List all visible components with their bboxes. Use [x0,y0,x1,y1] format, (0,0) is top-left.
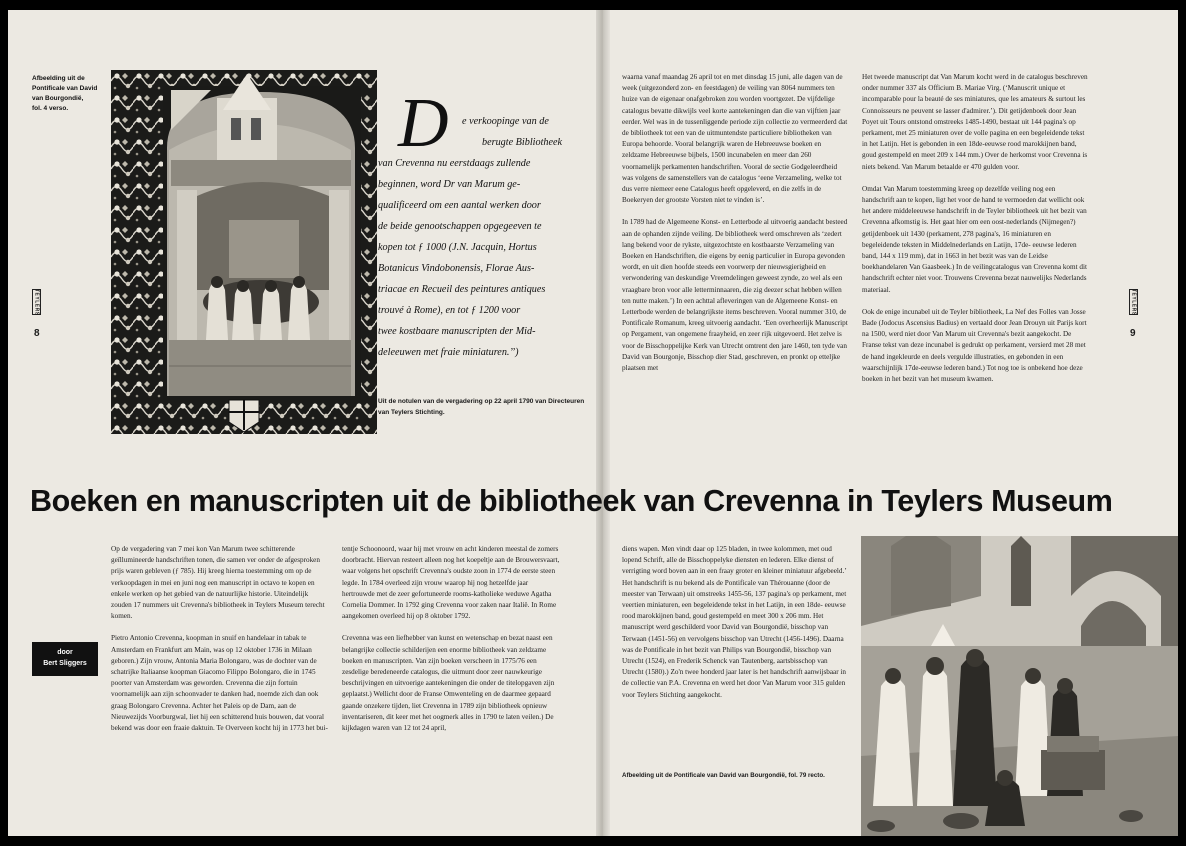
page-number: 9 [1130,328,1136,339]
side-caption-line: Pontificale van David [32,85,98,92]
quote-line: kopen tot ƒ 1000 (J.N. Jacquin, Hortus [378,242,537,253]
text-column [111,544,329,745]
author-byline [32,642,98,676]
miniature-illustration [861,536,1178,836]
paragraph: diens wapen. Men vindt daar op 125 bladen, in twee kolommen, met oud lopend Schrift, alle de Bisschoppelyke diensten en lederen. Elke dienst of verrigting word boven aan in een fraay groter en kleiner miniatuur afgebeeld.’ Het handschrift is nu bekend als de Pontificale van Thérouanne (door de meester van Terwaan) uit omstreeks 1455-56, 137 pagina's op perkament, met veertien miniaturen, een begeleidende tekst in het Latijn, in een 18de- eeuwse rood marokkijnen band, goud gestempeld en meet 300 x 206 mm. Het manuscript werd geschilderd voor David van Bourgondië, bisschop van Terwaan (1451-56) en vervolgens bisschop van Utrecht (1456-1496). Daarna was de Pontificale in het bezit van Philips van Bourgondië, bisschop van Utrecht (1524), en Frederik Schenck van Tautenberg, aartsbisschop van Utrecht (1580).) Zo'n twee honderd jaar later is het handschrift aanwijsbaar in de collectie van P.A. Crevenna en werd het door Van Marum voor 315 gulden voor Teylers Stichting aangekocht. [622,545,847,699]
side-caption-line: van Bourgondië, [32,95,84,102]
text-column [862,72,1088,396]
figure-caption: Afbeelding uit de Pontificale van David van Bourgondië, fol. 79 recto. [622,772,825,779]
side-caption-line: fol. 4 verso. [32,105,69,112]
text-column [342,544,562,745]
paragraph: Pietro Antonio Crevenna, koopman in snuif en handelaar in tabak te Amsterdam en Frankfurt am Main, was op 12 oktober 1736 in Milaan geboren.) Zijn vrouw, Antonia Maria Bolongaro, was de dochter van de schatrijke Italiaanse koopman Giacomo Filippo Bolongaro, die in 1745 poorter van Amsterdam was geworden. Crevenna die zijn fortuin voornamelijk aan zijn schoonvader te danken had, noemde zich dan ook graag Bolongaro Crevenna. Achter het Paleis op de Dam, aan de Nieuwezijds Voorburgwal, liet hij een schitterend huis bouwen, dat vooral bekend was door een fraaie daktuin. Te Overveen kocht hij in 1773 het bui- [111,634,328,733]
quote-line: qualificeerd om een aantal werken door [378,200,541,211]
manuscript-illustration [111,70,377,434]
magazine-spread [8,10,1178,836]
miniature-drawing [861,536,1178,836]
quote-line: e verkoopinge van de [462,116,549,127]
quote-line: de beide genootschappen opgegeeven te [378,221,542,232]
paragraph: Omdat Van Marum toestemming kreeg op dezelfde veiling nog een handschrift aan te kopen, ligt het voor de hand te vermoeden dat wellicht ook het andere middeleeuwse handschrift in de Teyler bibliotheek uit het bezit van Crevenna afkomstig is. Het gaat hier om een oost-nederlands (Nijmegen?) getijdenboek uit 1430 (perkament, 278 pagina's, 16 miniaturen en begeleidende teksten in Middelnederlands en Latijn, 17de- eeuwse lederen band, 144 x 119 mm), dat in 1663 in het bezit was van de Leidse boekhandelaren Van Gaasbeek.) In de veilingcatalogus van Crevenna komt dit handschrift echter niet voor. Trouwens Crevenna bezat nauwelijks Nederlands materiaal. [862,184,1087,294]
quote-line: deleeuwen met fraie miniaturen.’’) [378,347,519,358]
paragraph: Op de vergadering van 7 mei kon Van Marum twee schitterende geïllumineerde handschriften tonen, die samen ver onder de afgesproken prijs waren gebleven (ƒ 785). Hij kreeg hierna toestemming om op de verkoopdagen in mei en juni nog een manuscript in octavo te kopen en enkele werken op het gebied van de natuurlijke historie. Uiteindelijk zouden 17 nummers uit Crevenna's bibliotheek in Teylers Museum terecht komen. [111,545,325,621]
text-column [622,544,848,712]
paragraph: In 1789 had de Algemeene Konst- en Letterbode al uitvoerig aandacht besteed aan de ophanden zijnde veiling. De bibliotheek werd omschreven als ‘zedert lang bekend voor de rykste, uitgezochtste en kostbaarste Verzameling van Boeken en Handschriften, die eigens by eenig particulier in Europa gevonden wordt, en uit dien hoofde steeds een voorwerp der nieuwsgierigheid en verwondering van deskundige Vreemdelingen geweest zynde, zo wel als een vraagbare bron voor alle letterminnaaren, die zig deezer schat hebben willen ten nutte maken.’) In een achttal afleveringen van de Algemeene Konst- en Letterbode werden de belangrijkste items beschreven. Vooral nummer 310, de Pontificale Romanum, kreeg uitvoerig aandacht. ‘Een overheerlijk Manuscript op Pergament, van ongemene fraayheid, en zeer rijk uitgevoerd. Het zelve is voor de Bisschoppelijke Kerk van Utrecht omtrent den jare 1460, ten tyde van David van Bourgonje, Bisschop dier Stad, geschreven, en pronkt op etteljke plaatsen met [622,218,848,373]
page-number: 8 [34,328,40,339]
paragraph: Ook de enige incunabel uit de Teyler bibliotheek, La Nef des Folles van Josse Bade (Jodocus Ascensius Badius) en vertaald door Jean Drouyn uit Parijs kort na 1500, werd niet door Van Marum uit Crevenna's bezit aangekocht. De Franse tekst van deze incunabel is gedrukt op perkament, versierd met 28 met de hand ingekleurde en deels vergulde illustraties, en gebonden in een waarschijnlijk 17de-eeuwse lederen band.) Tot nog toe is onbekend hoe deze boeken in het bezit van het museum kwamen. [862,307,1087,384]
paragraph: tentje Schoonoord, waar hij met vrouw en acht kinderen meestal de zomers doorbracht. Hiervan resteert alleen nog het koepeltje aan de Brouwersvaart, waar volgens het opschrift Crevenna's oudste zoon in 1774 de eerste steen legde. In 1784 overleed zijn vrouw waarop hij nog hetzelfde jaar hertrouwde met de zeer gefortuneerde rooms-katholieke weduwe Agatha Cornelia Dommer. In 1792 ging Crevenna voor zaken naar Italië. In Rome aangekomen overleed hij op 8 oktober 1792. [342,545,560,621]
quote-line: van Crevenna nu eerstdaags zullende [378,158,531,169]
quote-source: Uit de notulen van de vergadering op 22 april 1790 van Directeuren van Teylers Stichting. [378,398,585,416]
paragraph: Het tweede manuscript dat Van Marum kocht werd in de catalogus beschreven onder nummer 337 als Officium B. Mariae Virg. (‘Manuscrit unique et incomparable pour la beauté de ses miniatures, que les amateurs & surtout les Connoisseurs ne peuvent se lasser d'admirer.’). Dit getijdenboek door Jean Poyet uit Tours ontstond omstreeks 1485-1490, bestaat uit 144 pagina's op perkament, met 25 miniaturen over de volle pagina en een begeleidende tekst in het Latijn. Het is gebonden in een 18de-eeuwse rood marokkijnen band, goud gestempeld en meet 209 x 144 mm.) Over de herkomst voor Crevenna is niets bekend. Van Marum betaalde er 470 gulden voor. [862,73,1088,171]
quote-line: berugte Bibliotheek [482,137,563,148]
drop-cap: D [398,85,449,162]
teylers-tag: TEYLERS [33,288,40,316]
text-column [622,72,850,385]
side-caption [32,74,102,114]
paragraph: waarna vanaf maandag 26 april tot en met dinsdag 15 juni, alle dagen van de week (uitgezonderd zon- en feestdagen) de veiling van 8064 nummers ten huize van de eigenaar onafgebroken zou worden voortgezet. De vijfdelige catalogus bevatte dikwijls veel korte aantekeningen dan die van vijftien jaar eerder. Wel was in de tussenliggende periode zijn collectie zo vermeerderd dat de bibliotheek tot een van de uitmuntendste particuliere bibliotheken van Europa behoorde. Vooral belangrijk waren de Hebreeuwse boeken en zeldzame Hebreeuwse bijbels, 1500 incunabelen en meer dan 260 voornamelijk perkamenten handschriften. Vooral de sectie Godgeleerdheid was volgens de samenstellers van de catalogus ‘eene Verzameling, welke tot dus verre niemeer eene Catalogus heeft opgeleverd, en die zelfs in de Boekeryen der grootste Vorsten niet te vinden is’. [622,73,848,205]
article-headline: Boeken en manuscripten uit de bibliotheek van Crevenna in Teylers Museum [30,484,1113,518]
paragraph: Crevenna was een liefhebber van kunst en wetenschap en bezat naast een belangrijke collectie schilderijen een enorme bibliotheek van zeldzame boeken en manuscripten. Van zijn boeken verscheen in 1775/76 een zesdelige beredeneerde catalogus, die uitmunt door zeer nauwkeurige beschrijvingen en uitvoerige aantekeningen die onder de titelopgaven zijn geplaatst.) Wellicht door de Franse Omwenteling en de daarmee gepaard gaande onzekere tijden, liet Crevenna in 1789 zijn bibliotheek opnieuw inventariseren, dit keer met het oogmerk alles in 1790 te laten veilen.) De kijkdagen waren van 12 tot 24 april, [342,634,555,733]
manuscript-drawing [111,70,377,434]
quote-line: trouvé à Rome), en tot ƒ 1200 voor [378,305,521,316]
quote-line: triacae en Recueil des peintures antiques [378,284,546,295]
teylers-tag: TEYLERS [1130,288,1137,316]
author-label: door [57,649,73,656]
side-caption-line: Afbeelding uit de [32,75,85,82]
quote-line: twee kostbaare manuscripten der Mid- [378,326,536,337]
author-name: Bert Sliggers [43,660,87,667]
page-gutter [596,10,610,836]
quote-line: beginnen, word Dr van Marum ge- [378,179,521,190]
quote-line: Botanicus Vindobonensis, Florae Aus- [378,263,535,274]
